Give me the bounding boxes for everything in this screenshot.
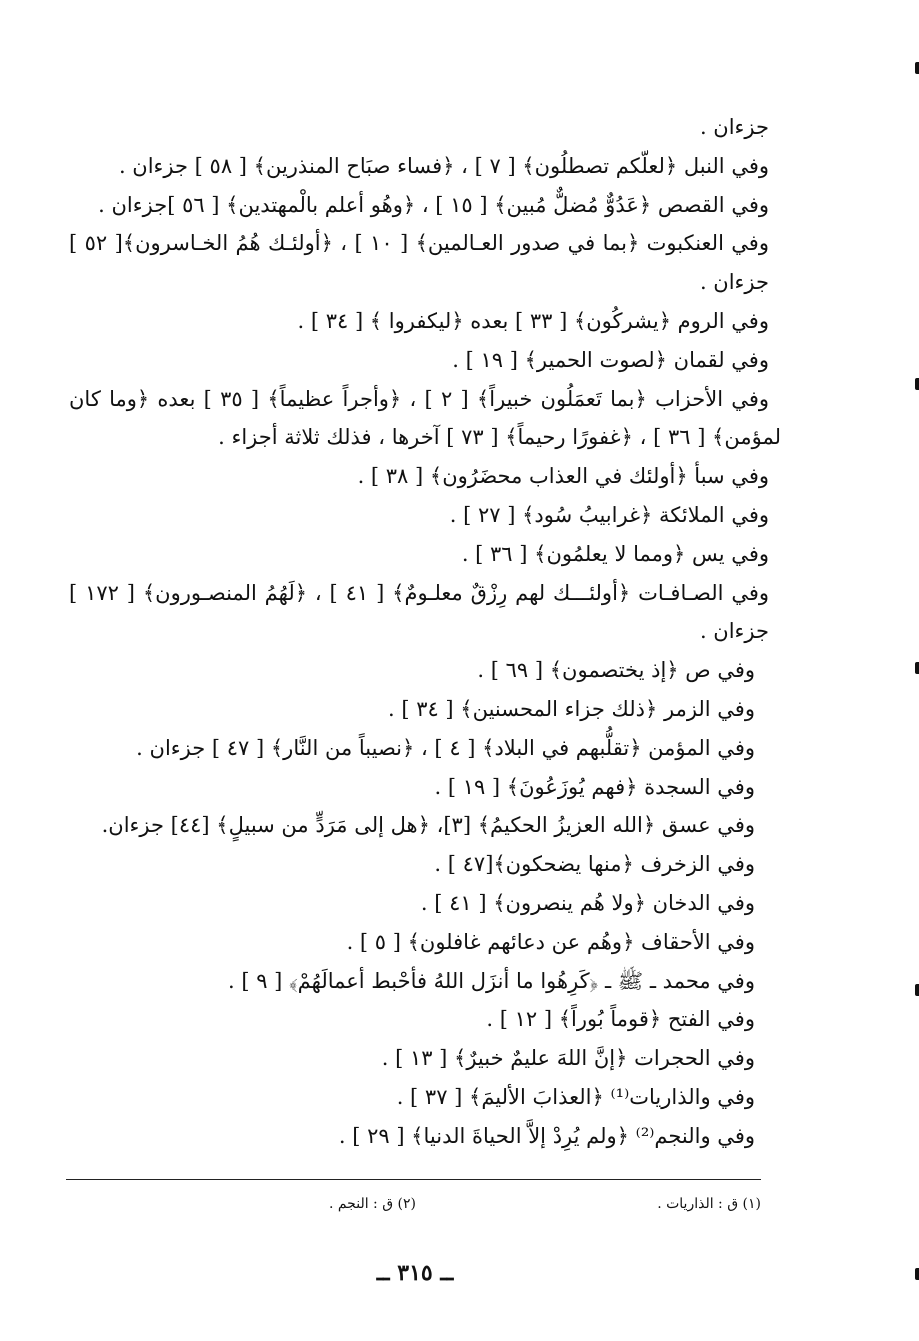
text-line: وفي الصـافـات ﴿أولئـــك لهم رِزْقٌ معلـومٌ﴾ [ ٤١ ] ، ﴿لَهُمُ المنصـورون﴾ [ ١٧٢ ] bbox=[69, 580, 769, 605]
text-line: وفي الحجرات ﴿إنَّ اللهَ عليمٌ خبيرٌ﴾ [ ١٣ ] . bbox=[381, 1046, 755, 1071]
text-line: لمؤمن﴾ [ ٣٦ ] ، ﴿غفورًا رحيماً﴾ [ ٧٣ ] آخرها ، فذلك ثلاثة أجزاء . bbox=[218, 425, 781, 450]
text-line: وفي الفتح ﴿قوماً بُوراً﴾ [ ١٢ ] . bbox=[486, 1007, 755, 1032]
text-line: وفي يس ﴿ومما لا يعلمُون﴾ [ ٣٦ ] . bbox=[461, 541, 769, 566]
text-line: وفي العنكبوت ﴿بما في صدور العـالمين﴾ [ ١٠ ] ، ﴿أولئـك هُمُ الخـاسرون﴾[ ٥٢ ] bbox=[69, 231, 769, 256]
scan-edge-mark bbox=[915, 662, 919, 674]
text-line: وفي لقمان ﴿لصوت الحمير﴾ [ ١٩ ] . bbox=[452, 347, 769, 372]
scan-edge-mark bbox=[915, 378, 919, 390]
scan-edge-mark bbox=[915, 984, 919, 996]
text-line: وفي الأحزاب ﴿بما تَعمَلُون خبيراً﴾ [ ٢ ] ، ﴿وأجراً عظيماً﴾ [ ٣٥ ] بعده ﴿وما كان bbox=[69, 386, 769, 411]
text-line: وفي ص ﴿إذ يختصمون﴾ [ ٦٩ ] . bbox=[477, 658, 755, 683]
main-text bbox=[69, 108, 781, 1156]
footnote-2: (٢) ق : النجم . bbox=[328, 1196, 416, 1212]
footnote-separator bbox=[66, 1179, 761, 1180]
text-line: وفي الروم ﴿يشركُون﴾ [ ٣٣ ] بعده ﴿ليكفروا ﴾ [ ٣٤ ] . bbox=[297, 308, 769, 333]
text-line: وفي والذاريات⁽¹⁾ ﴿العذابَ الأليمَ﴾ [ ٣٧ ] . bbox=[396, 1084, 755, 1109]
text-line: وفي عسق ﴿الله العزيزُ الحكيمُ﴾ [٣]، ﴿هل إلى مَرَدٍّ من سبيلٍ﴾ [٤٤] جزءان. bbox=[101, 813, 755, 838]
text-line: وفي محمد ـ ﷺ ـ ﴿كَرِهُوا ما أنزَل اللهُ فأحْبط أعمالَهُمْ﴾ [ ٩ ] . bbox=[228, 968, 755, 993]
text-line: وفي الأحقاف ﴿وهُم عن دعائهم غافلون﴾ [ ٥ ] . bbox=[346, 929, 755, 954]
text-line: وفي سبأ ﴿أولئك في العذاب محضَرُون﴾ [ ٣٨ ] . bbox=[357, 464, 769, 489]
text-line: وفي والنجم⁽²⁾ ﴿ولم يُرِدْ إلاَّ الحياةَ الدنيا﴾ [ ٢٩ ] . bbox=[338, 1123, 755, 1148]
scan-edge-mark bbox=[915, 1268, 919, 1280]
page-number: ــ ٣١٥ ــ bbox=[376, 1260, 454, 1286]
footnotes bbox=[151, 1190, 761, 1218]
text-line: وفي السجدة ﴿فهم يُوزَعُونَ﴾ [ ١٩ ] . bbox=[434, 774, 755, 799]
text-line: وفي المؤمن ﴿تقلُّبهم في البلاد﴾ [ ٤ ] ، ﴿نصيباً من النَّار﴾ [ ٤٧ ] جزءان . bbox=[136, 735, 755, 760]
text-line: وفي الزخرف ﴿منها يضحكون﴾[٤٧ ] . bbox=[434, 852, 755, 877]
text-line: وفي الملائكة ﴿غرابيبُ سُود﴾ [ ٢٧ ] . bbox=[449, 502, 769, 527]
text-line: جزءان . bbox=[699, 270, 769, 295]
text-line: جزءان . bbox=[699, 619, 769, 644]
text-line: وفي الدخان ﴿ولا هُم ينصرون﴾ [ ٤١ ] . bbox=[420, 890, 755, 915]
text-line: وفي النبل ﴿لعلّكم تصطلُون﴾ [ ٧ ] ، ﴿فساء صبَاح المنذرين﴾ [ ٥٨ ] جزءان . bbox=[118, 153, 769, 178]
scan-edge-mark bbox=[915, 62, 919, 74]
text-line: وفي القصص ﴿عَدُوٌّ مُضلٌّ مُبين﴾ [ ١٥ ] ، ﴿وهُو أعلم بالْمهتدين﴾ [ ٥٦ ]جزءان . bbox=[98, 192, 769, 217]
text-line: جزءان . bbox=[699, 115, 769, 139]
text-line: وفي الزمر ﴿ذلك جزاء المحسنين﴾ [ ٣٤ ] . bbox=[387, 696, 755, 721]
footnote-1: (١) ق : الذاريات . bbox=[657, 1196, 761, 1212]
